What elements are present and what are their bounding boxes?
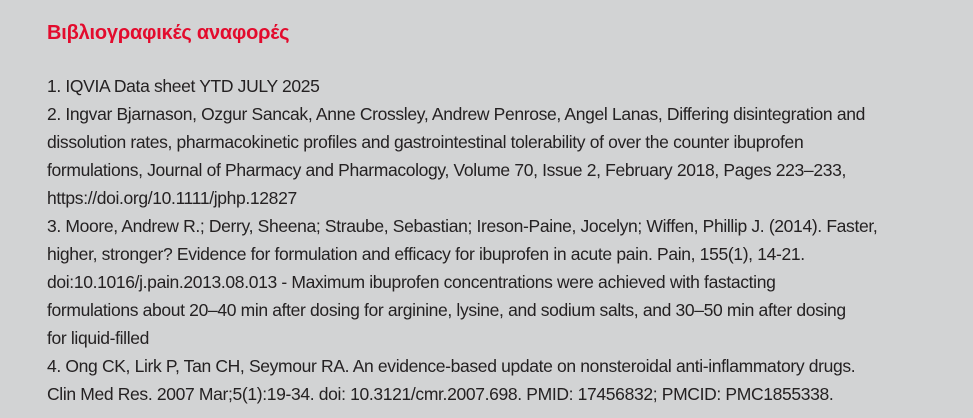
reference-line: dissolution rates, pharmacokinetic profiles and gastrointestinal tolerability of over the counter ibuprofen [47, 132, 804, 152]
reference-line: Clin Med Res. 2007 Mar;5(1):19-34. doi: 10.3121/cmr.2007.698. PMID: 17456832; PMCID: PMC1855338. [47, 384, 834, 404]
reference-line: formulations, Journal of Pharmacy and Pharmacology, Volume 70, Issue 2, February 2018, Pages 223–233, [47, 160, 846, 180]
reference-line: https://doi.org/10.1111/jphp.12827 [47, 188, 297, 208]
page-title: Βιβλιογραφικές αναφορές [47, 22, 290, 44]
reference-line: formulations about 20–40 min after dosing for arginine, lysine, and sodium salts, and 30–50 min after dosing [47, 300, 846, 320]
reference-line: 1. IQVIA Data sheet YTD JULY 2025 [47, 76, 320, 96]
reference-item [47, 212, 943, 352]
reference-item [47, 352, 943, 408]
reference-line: 2. Ingvar Bjarnason, Ozgur Sancak, Anne Crossley, Andrew Penrose, Angel Lanas, Differing disintegration and [47, 104, 865, 124]
references-list [47, 72, 943, 408]
reference-line: higher, stronger? Evidence for formulation and efficacy for ibuprofen in acute pain. Pain, 155(1), 14-21. [47, 244, 805, 264]
reference-item [47, 100, 943, 212]
reference-item [47, 72, 943, 100]
reference-line: for liquid-filled [47, 328, 150, 348]
reference-line: 4. Ong CK, Lirk P, Tan CH, Seymour RA. An evidence-based update on nonsteroidal anti-inflammatory drugs. [47, 356, 856, 376]
reference-line: 3. Moore, Andrew R.; Derry, Sheena; Straube, Sebastian; Ireson-Paine, Jocelyn; Wiffen, Phillip J. (2014). Faster, [47, 216, 878, 236]
reference-line: doi:10.1016/j.pain.2013.08.013 - Maximum ibuprofen concentrations were achieved with fastacting [47, 272, 776, 292]
